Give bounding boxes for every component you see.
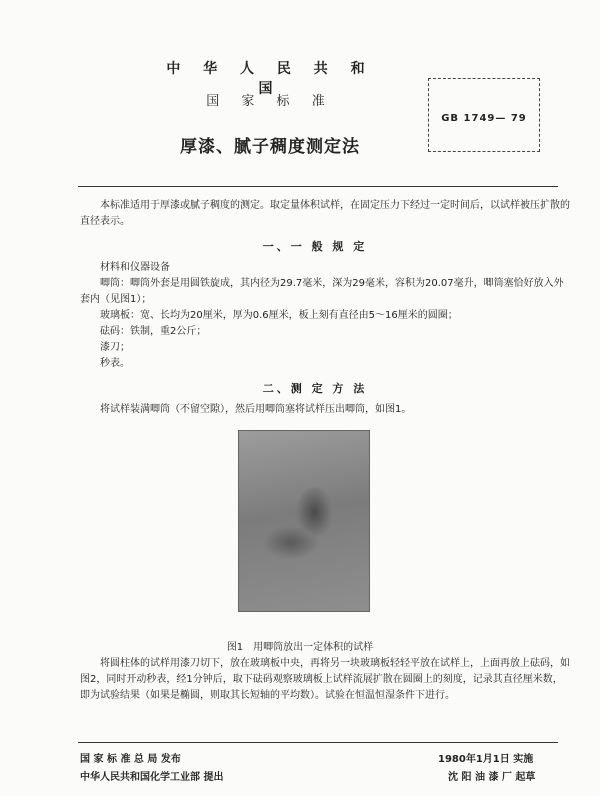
standard-code-box [428, 78, 540, 152]
document-title: 厚漆、腻子稠度测定法 [180, 137, 360, 157]
section-1-line-materials: 材料和仪器设备 [100, 262, 170, 273]
figure-1-photo [238, 430, 370, 612]
top-divider [78, 186, 558, 187]
section-1-line-knife: 漆刀； [100, 342, 130, 353]
intro-paragraph: 本标准适用于厚漆或腻子稠度的测定。取定量体积试样，在固定压力下经过一定时间后，以试样被压扩散的直径表示。 [80, 200, 570, 227]
standard-type-label: 国 家 标 准 [206, 94, 334, 109]
footer-proposer: 中华人民共和国化学工业部 提出 [80, 772, 224, 783]
section-1-line-syringe: 唧筒：唧筒外套是用圆铁旋成，其内径为29.7毫米，深为29毫米，容积为20.07毫升，唧筒塞恰好放入外套内（见图1）； [80, 278, 564, 305]
bottom-divider [78, 742, 558, 743]
section-1-line-stopwatch: 秒表。 [100, 358, 130, 369]
section-1-line-weight: 砝码：铁制，重2公斤； [100, 326, 207, 337]
section-1-title: 一、一 般 规 定 [262, 240, 368, 253]
footer-issue-date: 1980年1月1日 实施 [438, 754, 534, 765]
section-1-line-glass: 玻璃板：宽、长均为20厘米，厚为0.6厘米，板上刻有直径由5～16厘米的圆圈； [100, 310, 458, 321]
figure-1-caption: 图1 用唧筒放出一定体积的试样 [226, 642, 374, 653]
section-2-paragraph-1: 将试样装满唧筒（不留空隙），然后用唧筒塞将试样压出唧筒，如图1。 [100, 404, 412, 415]
country-heading: 中 华 人 民 共 和 国 [166, 61, 374, 97]
section-2-paragraph-2: 将圆柱体的试样用漆刀切下，放在玻璃板中央，再将另一块玻璃板轻轻平放在试样上，上面再放上砝码，如图2，同时开动秒表，经1分钟后，取下砝码观察玻璃板上试样流展扩散在圆圈上的刻度，记录其直径厘米数，即为试验结果（如果是椭圆，则取其长短轴的平均数）。试验在恒温恒湿条件下进行。 [80, 658, 570, 701]
footer-drafter: 沈 阳 油 漆 厂 起草 [448, 772, 536, 783]
footer-issuer: 国 家 标 准 总 局 发布 [80, 754, 181, 765]
standard-code: GB 1749— 79 [441, 113, 527, 124]
section-2-title: 二、测 定 方 法 [262, 382, 368, 395]
